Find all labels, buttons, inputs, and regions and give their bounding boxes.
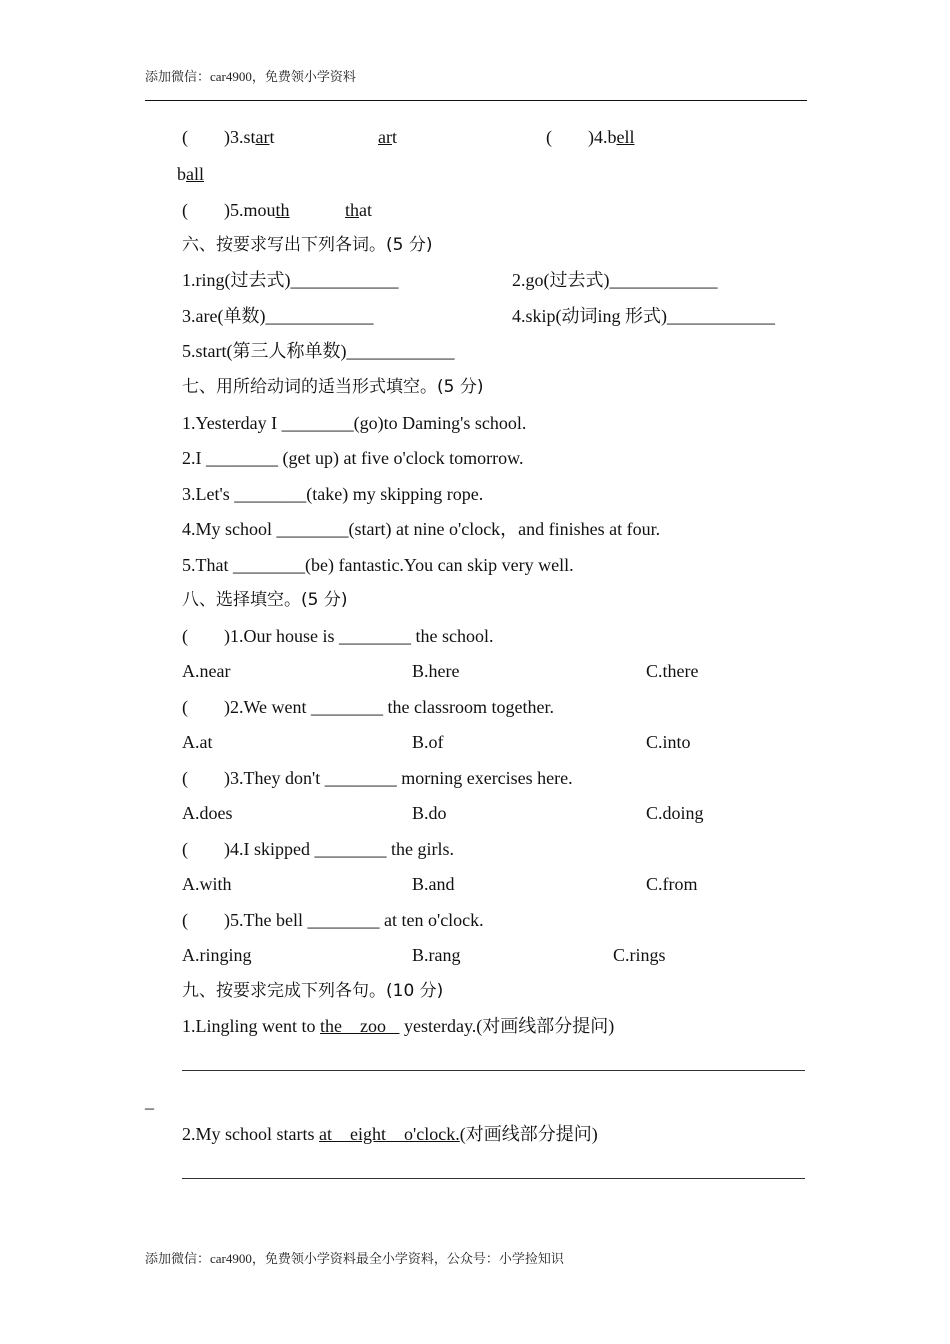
s7-item-2: 2.I ________ (get up) at five o'clock tomorrow.: [182, 448, 524, 468]
section8-title: 八、选择填空。(5 分): [182, 590, 348, 610]
s7-item-1: 1.Yesterday I ________(go)to Daming's school.: [182, 413, 527, 433]
s8-q2-option-b: B.of: [412, 732, 444, 752]
s8-q5-option-c: C.rings: [613, 945, 666, 965]
s5-q3-tail: t: [269, 127, 275, 147]
header-divider: [145, 100, 807, 101]
s9-q2-underlined: at eight o'clock.: [319, 1124, 460, 1144]
section7-title: 七、用所给动词的适当形式填空。(5 分): [182, 377, 484, 397]
s5-q5-underline: th: [275, 200, 290, 220]
s8-q3-option-a: A.does: [182, 803, 233, 823]
s5-q5: [182, 199, 290, 221]
s8-q5-stem: ( )5.The bell ________ at ten o'clock.: [182, 910, 484, 930]
s9-q2: [182, 1123, 598, 1145]
s8-q1-stem: ( )1.Our house is ________ the school.: [182, 626, 494, 646]
s5-q4-option-underline: all: [186, 164, 204, 184]
s5-q3: [182, 126, 275, 148]
s8-q3-stem: ( )3.They don't ________ morning exercises here.: [182, 768, 573, 788]
s8-q2-option-c: C.into: [646, 732, 691, 752]
s5-q5-lead: ( )5.mou: [182, 200, 276, 220]
s5-q5-option: [345, 199, 372, 221]
s8-q3-option-c: C.doing: [646, 803, 704, 823]
s7-item-4: 4.My school ________(start) at nine o'clock，and finishes at four.: [182, 519, 661, 539]
s9-q2-tail: (对画线部分提问): [459, 1124, 598, 1144]
s6-item-3: 3.are(单数)____________: [182, 306, 374, 326]
s5-q3-option-underline: ar: [378, 127, 392, 147]
s8-q1-option-a: A.near: [182, 661, 231, 681]
s7-item-5: 5.That ________(be) fantastic.You can skip very well.: [182, 555, 574, 575]
s8-q1-option-c: C.there: [646, 661, 699, 681]
s9-q1-answer-line: [182, 1070, 805, 1071]
page-footer: 添加微信：car4900，免费领小学资料最全小学资料，公众号：小学捡知识: [145, 1251, 564, 1266]
s5-q3-underline: ar: [255, 127, 270, 147]
s5-q4-option-lead: b: [177, 164, 186, 184]
s8-q4-option-a: A.with: [182, 874, 232, 894]
s5-q3-lead: ( )3.st: [182, 127, 256, 147]
s5-q5-option-tail: at: [359, 200, 373, 220]
s8-q4-option-c: C.from: [646, 874, 698, 894]
s7-item-3: 3.Let's ________(take) my skipping rope.: [182, 484, 484, 504]
s8-q1-option-b: B.here: [412, 661, 460, 681]
s8-q5-option-b: B.rang: [412, 945, 461, 965]
section9-title: 九、按要求完成下列各句。(10 分): [182, 981, 444, 1001]
s9-q1-tail: yesterday.(对画线部分提问): [399, 1016, 615, 1036]
s6-item-1: 1.ring(过去式)____________: [182, 270, 399, 290]
s5-q5-option-underline: th: [345, 200, 360, 220]
s9-q2-answer-line: [182, 1178, 805, 1179]
s5-q4-lead: ( )4.b: [546, 127, 617, 147]
s5-q3-option-tail: t: [391, 127, 397, 147]
s8-q4-stem: ( )4.I skipped ________ the girls.: [182, 839, 454, 859]
s9-q1: [182, 1015, 614, 1037]
s5-q4: [546, 126, 635, 148]
s8-q4-option-b: B.and: [412, 874, 455, 894]
s6-item-2: 2.go(过去式)____________: [512, 270, 718, 290]
s6-item-5: 5.start(第三人称单数)____________: [182, 341, 455, 361]
s9-q1-overflow: _: [145, 1091, 154, 1111]
s5-q4-underline: ell: [616, 127, 635, 147]
s8-q2-stem: ( )2.We went ________ the classroom together.: [182, 697, 554, 717]
s9-q1-underlined: the zoo: [320, 1016, 400, 1036]
s6-item-4: 4.skip(动词ing 形式)____________: [512, 306, 775, 326]
s5-q4-option: [177, 163, 204, 185]
page-header: 添加微信：car4900，免费领小学资料: [145, 69, 356, 84]
s8-q5-option-a: A.ringing: [182, 945, 252, 965]
s8-q2-option-a: A.at: [182, 732, 213, 752]
s8-q3-option-b: B.do: [412, 803, 447, 823]
s9-q1-lead: 1.Lingling went to: [182, 1016, 320, 1036]
section6-title: 六、按要求写出下列各词。(5 分): [182, 235, 433, 255]
s5-q3-option: [378, 126, 397, 148]
s9-q2-lead: 2.My school starts: [182, 1124, 319, 1144]
